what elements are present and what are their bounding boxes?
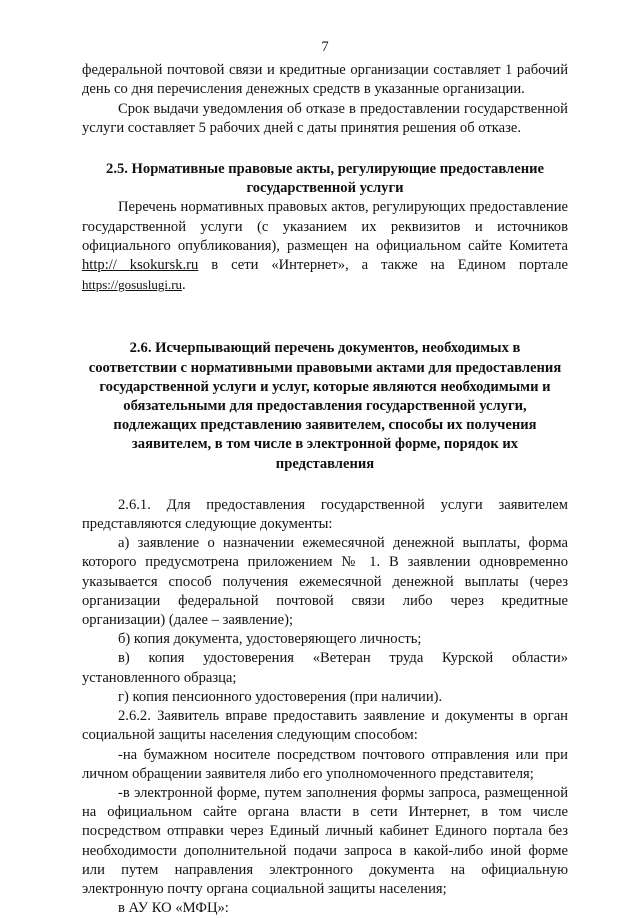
section-2-5-text-end: .: [182, 277, 186, 294]
committee-site-link[interactable]: http:// ksokursk.ru: [82, 257, 199, 274]
section-2-5-heading: 2.5. Нормативные правовые акты, регулирующие предоставление государственной услуги: [106, 161, 544, 197]
document-item-g: г) копия пенсионного удостоверения (при наличии).: [118, 688, 443, 705]
paragraph-top-2: Срок выдачи уведомления об отказе в предоставлении государственной услуги составляет 5 рабочих дней с даты принятия решения об отказе.: [82, 100, 568, 136]
section-2-6-1-paragraph: 2.6.1. Для предоставления государственной услуги заявителем представляются следующие документы:: [82, 496, 568, 533]
document-item-b: б) копия документа, удостоверяющего личность;: [118, 631, 422, 648]
section-2-5-text-middle: в сети «Интернет», а также на Едином портале: [198, 257, 568, 274]
gosuslugi-link[interactable]: https://gosuslugi.ru: [82, 277, 183, 293]
submission-way-mfc: в АУ КО «МФЦ»:: [118, 900, 229, 917]
submission-way-electronic: -в электронной форме, путем заполнения формы запроса, размещенной на официальном сайте органа власти в сети Интернет, в том числе посредством отправки через Единый личный кабинет Единого портала без необходимости дополнительной подачи запроса в какой-либо иной форме или путем направления электронного документа на официальную электронную почту органа социальной защиты населения;: [82, 784, 568, 897]
paragraph-top-1: федеральной почтовой связи и кредитные организации составляет 1 рабочий день со дня перечисления денежных средств в указанные организации.: [82, 62, 568, 98]
submission-way-paper: -на бумажном носителе посредством почтового отправления или при личном обращении заявителя либо его уполномоченного представителя;: [82, 746, 568, 782]
section-2-6-heading: 2.6. Исчерпывающий перечень документов, необходимых в соответствии с нормативными правовыми актами для предоставления государственной услуги и услуг, которые являются необходимыми и обязательными для предоставления государственной услуги, подлежащих представлению заявителем, способы их получения заявителем, в том числе в электронной форме, порядок их представления: [88, 340, 562, 472]
section-2-5-text-start: Перечень нормативных правовых актов, регулирующих предоставление государственной услуги (с указанием их реквизитов и источников официального опубликования), размещен на официальном сайте Комитета: [82, 199, 568, 254]
section-2-6-2-paragraph: 2.6.2. Заявитель вправе предоставить заявление и документы в орган социальной защиты населения следующим способом:: [82, 708, 568, 744]
document-item-v: в) копия удостоверения «Ветеран труда Курской области» установленного образца;: [82, 650, 568, 686]
document-item-a: а) заявление о назначении ежемесячной денежной выплаты, форма которого предусмотрена приложением № 1. В заявлении одновременно указывается способ получения ежемесячной денежной выплаты (через организации федеральной почтовой связи либо через кредитные организации) (далее – заявление);: [82, 535, 568, 629]
section-2-5-text: [82, 198, 568, 295]
page-number: 7: [321, 39, 329, 55]
